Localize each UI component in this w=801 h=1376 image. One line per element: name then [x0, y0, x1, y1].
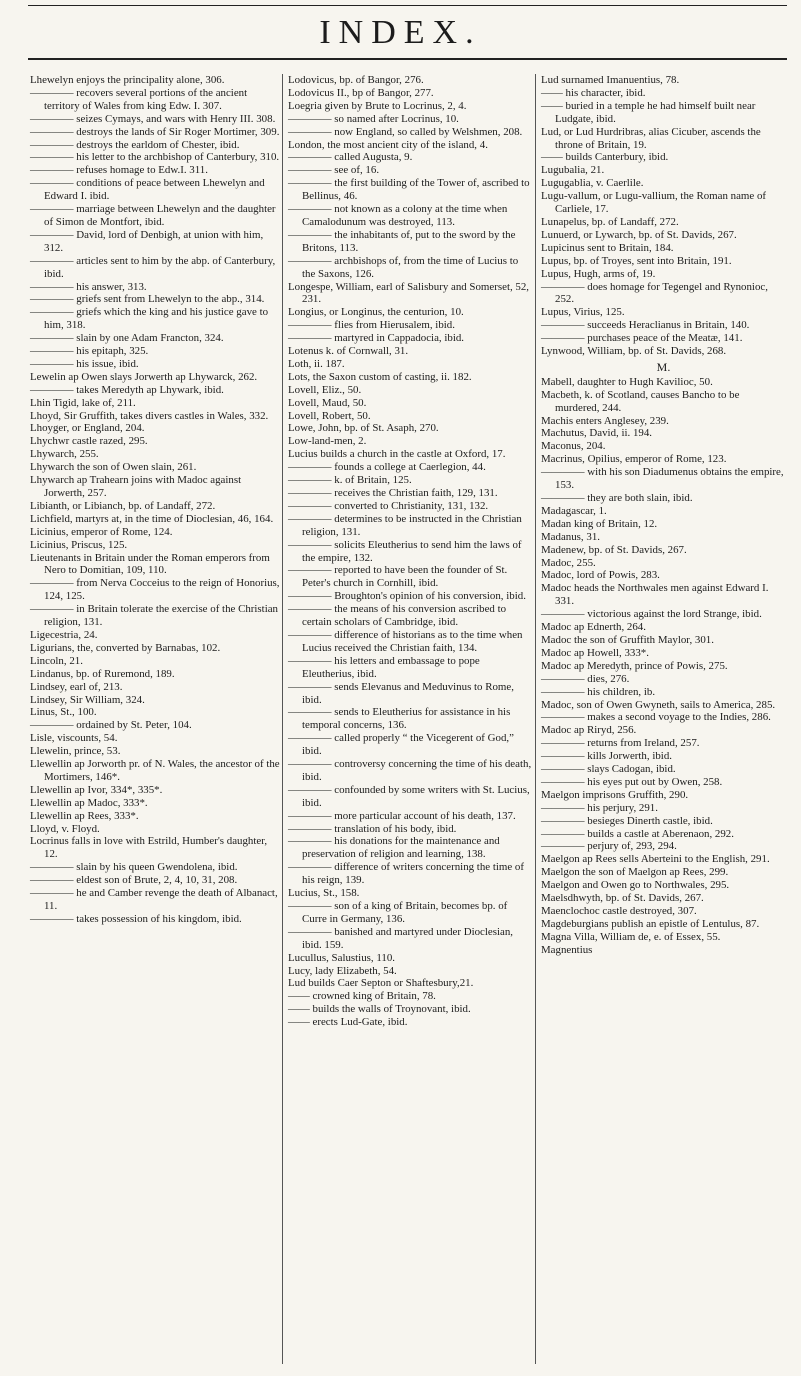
index-entry: ———— controversy concerning the time of his death, ibid. — [288, 758, 532, 783]
index-entry: Lewelin ap Owen slays Jorwerth ap Lhywarck, 262. — [30, 370, 258, 383]
index-entry: Maelgon the son of Maelgon ap Rees, 299. — [541, 866, 729, 879]
index-entry: ———— marriage between Lhewelyn and the daughter of Simon de Montfort, ibid. — [30, 203, 276, 228]
index-entry: Maelgon ap Rees sells Aberteini to the English, 291. — [541, 853, 770, 866]
index-entry: ———— they are both slain, ibid. — [541, 492, 693, 504]
index-entry: Lucullus, Salustius, 110. — [288, 951, 395, 964]
index-column-1 — [30, 74, 280, 926]
index-entry: Machutus, David, ii. 194. — [541, 427, 653, 440]
index-entry: Lugugablia, v. Caerlile. — [541, 177, 644, 190]
index-entry: Llewellin ap Ivor, 334*, 335*. — [30, 783, 163, 796]
index-entry: Magdeburgians publish an epistle of Lentulus, 87. — [541, 917, 760, 930]
column-divider — [282, 74, 283, 1364]
index-entry: Lovell, Maud, 50. — [288, 396, 367, 409]
index-entry: Lhoyd, Sir Gruffith, takes divers castles in Wales, 332. — [30, 409, 269, 422]
index-entry: Lhoyger, or England, 204. — [30, 422, 145, 435]
index-entry: ———— more particular account of his death, 137. — [288, 809, 516, 822]
index-entry: ———— his letters and embassage to pope Eleutherius, ibid. — [288, 654, 480, 680]
index-entry: ———— builds a castle at Aberenaon, 292. — [541, 827, 734, 840]
index-entry: Lud surnamed Imanuentius, 78. — [541, 74, 680, 86]
index-entry: ———— the inhabitants of, put to the sword by the Britons, 113. — [288, 228, 516, 254]
index-entry: Madoc ap Ednerth, 264. — [541, 621, 646, 634]
index-entry: Low-land-men, 2. — [288, 435, 367, 448]
index-entry: ———— seizes Cymays, and wars with Henry III. 308. — [30, 112, 276, 125]
index-entry: Lindsey, earl of, 213. — [30, 680, 123, 693]
index-entry: ———— not known as a colony at the time when Camalodunum was destroyed, 113. — [288, 203, 508, 228]
index-entry: ———— the first building of the Tower of, ascribed to Bellinus, 46. — [288, 177, 530, 203]
index-entry: ———— conditions of peace between Lhewelyn and Edward I. ibid. — [30, 177, 265, 203]
index-entry: ———— recovers several portions of the ancient territory of Wales from king Edw. I. 307. — [30, 86, 248, 112]
index-entry: ———— sends Elevanus and Meduvinus to Rome, ibid. — [288, 680, 514, 706]
index-entry: ———— returns from Ireland, 257. — [541, 737, 700, 750]
index-entry: Lotenus k. of Cornwall, 31. — [288, 345, 409, 358]
index-entry: Lhychwr castle razed, 295. — [30, 435, 148, 448]
index-entry: Magnentius — [541, 943, 593, 956]
index-entry: ———— his letter to the archbishop of Canterbury, 310. — [30, 151, 280, 164]
index-entry: Lloyd, v. Floyd. — [30, 822, 100, 835]
index-entry: ———— eldest son of Brute, 2, 4, 10, 31, 208. — [30, 874, 238, 887]
index-entry: Lucius builds a church in the castle at Oxford, 17. — [288, 448, 506, 461]
index-entry: Lincoln, 21. — [30, 654, 83, 667]
index-entry: Lots, the Saxon custom of casting, ii. 182. — [288, 370, 472, 383]
index-entry: Llewelin, prince, 53. — [30, 745, 121, 758]
index-entry: ———— succeeds Heraclianus in Britain, 140. — [541, 319, 750, 332]
index-entry: Lovell, Eliz., 50. — [288, 383, 362, 396]
index-entry: Licinius, emperor of Rome, 124. — [30, 525, 173, 538]
index-entry: ———— takes Meredyth ap Lhywark, ibid. — [30, 383, 224, 396]
index-entry: ———— solicits Eleutherius to send him the laws of the empire, 132. — [288, 538, 522, 564]
index-entry: ———— David, lord of Denbigh, at union with him, 312. — [30, 228, 264, 254]
index-entry: Llewellin ap Rees, 333*. — [30, 809, 139, 822]
index-entry: Lunuerd, or Lywarch, bp. of St. Davids, 267. — [541, 228, 737, 241]
index-entry: ———— founds a college at Caerlegion, 44. — [288, 461, 486, 474]
index-column-2 — [288, 74, 533, 1029]
index-entry: Madanus, 31. — [541, 530, 600, 543]
index-entry: Macbeth, k. of Scotland, causes Bancho to be murdered, 244. — [541, 388, 740, 414]
index-entry: Lugu-vallum, or Lugu-vallium, the Roman name of Carliele, 17. — [541, 190, 767, 216]
index-entry: ———— difference of historians as to the time when Lucius received the Christian faith, 134. — [288, 628, 523, 654]
index-entry: Madoc, son of Owen Gwyneth, sails to America, 285. — [541, 698, 776, 711]
index-entry: ———— refuses homage to Edw.I. 311. — [30, 164, 208, 177]
index-entry: Lupicinus sent to Britain, 184. — [541, 241, 674, 254]
index-entry: Linus, St., 100. — [30, 706, 97, 719]
index-entry: Lhywarch ap Trahearn joins with Madoc against Jorwerth, 257. — [30, 474, 242, 499]
index-entry: ———— slays Cadogan, ibid. — [541, 763, 676, 776]
index-entry: ———— perjury of, 293, 294. — [541, 840, 677, 853]
index-entry: Lieutenants in Britain under the Roman emperors from Nero to Domitian, 109, 110. — [30, 551, 270, 577]
index-entry: —— erects Lud-Gate, ibid. — [288, 1016, 408, 1029]
index-entry: Lhywarch the son of Owen slain, 261. — [30, 461, 197, 474]
index-entry: ———— called Augusta, 9. — [288, 151, 413, 164]
index-entry: ———— takes possession of his kingdom, ibid. — [30, 912, 242, 925]
index-entry: ———— banished and martyred under Dioclesian, ibid. 159. — [288, 925, 514, 951]
index-entry: ———— determines to be instructed in the Christian religion, 131. — [288, 512, 522, 538]
index-entry: Lodovicus II., bp of Bangor, 277. — [288, 86, 434, 99]
index-entry: Ligurians, the, converted by Barnabas, 102. — [30, 641, 221, 654]
index-entry: Lovell, Robert, 50. — [288, 409, 371, 422]
index-entry: Maelgon imprisons Gruffith, 290. — [541, 788, 689, 801]
index-entry: Maconus, 204. — [541, 440, 606, 453]
index-entry: ———— slain by one Adam Francton, 324. — [30, 332, 224, 345]
index-entry: ———— his answer, 313. — [30, 280, 147, 293]
index-entry: ———— griefs sent from Lhewelyn to the abp., 314. — [30, 293, 265, 306]
index-entry: Madenew, bp. of St. Davids, 267. — [541, 543, 687, 556]
index-entry: ———— griefs which the king and his justice gave to him, 318. — [30, 306, 269, 332]
index-column-3 — [541, 74, 786, 957]
index-entry: Madoc, lord of Powis, 283. — [541, 569, 660, 582]
index-entry: Madan king of Britain, 12. — [541, 517, 658, 530]
index-entry: ———— difference of writers concerning the time of his reign, 139. — [288, 861, 524, 887]
index-entry: Machis enters Anglesey, 239. — [541, 414, 669, 427]
index-entry: Maelgon and Owen go to Northwales, 295. — [541, 879, 730, 892]
index-entry: ———— his eyes put out by Owen, 258. — [541, 775, 723, 788]
index-entry: ———— Broughton's opinion of his conversion, ibid. — [288, 590, 526, 603]
index-entry: Lindsey, Sir William, 324. — [30, 693, 145, 706]
index-entry: ———— called properly “ the Vicegerent of God,” ibid. — [288, 732, 514, 758]
index-entry: Madoc, 255. — [541, 556, 596, 569]
index-entry: Lynwood, William, bp. of St. Davids, 268. — [541, 345, 727, 358]
index-entry: ———— slain by his queen Gwendolena, ibid. — [30, 861, 238, 874]
index-entry: ———— destroys the earldom of Chester, ibid. — [30, 138, 240, 151]
index-entry: ———— see of, 16. — [288, 164, 380, 177]
index-entry: ———— besieges Dinerth castle, ibid. — [541, 814, 713, 827]
index-entry: Madoc the son of Gruffith Maylor, 301. — [541, 633, 714, 646]
index-entry: —— buried in a temple he had himself built near Ludgate, ibid. — [541, 99, 756, 125]
index-entry: ———— purchases peace of the Meatæ, 141. — [541, 332, 743, 345]
index-entry: Lupus, Virius, 125. — [541, 306, 625, 319]
index-entry: Madoc ap Meredyth, prince of Powis, 275. — [541, 659, 728, 672]
index-entry: Lupus, Hugh, arms of, 19. — [541, 267, 656, 280]
index-entry: ———— archbishops of, from the time of Lucius to the Saxons, 126. — [288, 254, 519, 280]
index-entry: Lunapelus, bp. of Landaff, 272. — [541, 215, 679, 228]
index-entry: ———— victorious against the lord Strange, ibid. — [541, 608, 762, 621]
index-entry: Lud, or Lud Hurdribras, alias Cicuber, ascends the throne of Britain, 19. — [541, 125, 761, 151]
index-entry: ———— his issue, ibid. — [30, 357, 139, 370]
index-entry: ———— sends to Eleutherius for assistance in his temporal concerns, 136. — [288, 706, 511, 732]
index-entry: ———— he and Camber revenge the death of Albanact, 11. — [30, 887, 278, 912]
index-entry: Mabell, daughter to Hugh Kavilioc, 50. — [541, 375, 713, 388]
page-title: INDEX. — [319, 14, 482, 51]
index-entry: Loegria given by Brute to Locrinus, 2, 4. — [288, 99, 467, 112]
index-entry: ———— reported to have been the founder of St. Peter's church in Cornhill, ibid. — [288, 564, 508, 590]
index-entry: ———— so named after Locrinus, 10. — [288, 112, 459, 125]
index-entry: Madoc heads the Northwales men against Edward I. 331. — [541, 582, 769, 608]
index-entry: ———— receives the Christian faith, 129, 131. — [288, 487, 498, 499]
index-entry: —— his character, ibid. — [541, 86, 646, 99]
index-entry: Lhin Tigid, lake of, 211. — [30, 396, 136, 409]
index-entry: ———— martyred in Cappadocia, ibid. — [288, 332, 465, 345]
index-entry: ———— dies, 276. — [541, 672, 630, 685]
index-entry: Ligecestria, 24. — [30, 628, 98, 641]
index-entry: —— builds the walls of Troynovant, ibid. — [288, 1003, 471, 1016]
index-entry: Lud builds Caer Septon or Shaftesbury,21. — [288, 977, 474, 990]
index-entry: ———— his children, ib. — [541, 685, 656, 698]
header-top-rule — [28, 5, 787, 6]
index-entry: Llewellin ap Madoc, 333*. — [30, 796, 148, 809]
index-entry: Lupus, bp. of Troyes, sent into Britain, 191. — [541, 254, 732, 267]
index-entry: Libianth, or Libianch, bp. of Landaff, 272. — [30, 499, 216, 512]
index-entry: Macrinus, Opilius, emperor of Rome, 123. — [541, 453, 727, 466]
index-entry: ———— kills Jorwerth, ibid. — [541, 750, 672, 763]
index-entry: ———— the means of his conversion ascribed to certain scholars of Cambridge, ibid. — [288, 603, 507, 629]
index-entry: Longius, or Longinus, the centurion, 10. — [288, 306, 464, 319]
index-entry: Lhywarch, 255. — [30, 448, 99, 461]
index-entry: Lisle, viscounts, 54. — [30, 732, 118, 745]
index-entry: ———— articles sent to him by the abp. of Canterbury, ibid. — [30, 254, 276, 280]
index-entry: ———— his epitaph, 325. — [30, 345, 149, 358]
index-entry: ———— destroys the lands of Sir Roger Mortimer, 309. — [30, 125, 280, 138]
index-entry: Lichfield, martyrs at, in the time of Dioclesian, 46, 164. — [30, 512, 274, 525]
index-entry: Longespe, William, earl of Salisbury and Somerset, 52, 231. — [288, 280, 530, 306]
index-entry: ———— now England, so called by Welshmen, 208. — [288, 125, 523, 138]
section-letter-heading: M. — [656, 359, 671, 374]
index-entry: ———— with his son Diadumenus obtains the empire, 153. — [541, 466, 784, 492]
index-entry: Lucius, St., 158. — [288, 887, 360, 900]
index-entry: ———— from Nerva Cocceius to the reign of Honorius, 124, 125. — [30, 577, 280, 603]
index-entry: Madagascar, 1. — [541, 504, 607, 517]
index-entry: Magna Villa, William de, e. of Essex, 55. — [541, 930, 721, 943]
index-entry: Lowe, John, bp. of St. Asaph, 270. — [288, 422, 439, 435]
index-entry: Madoc ap Riryd, 256. — [541, 724, 637, 737]
index-entry: Lindanus, bp. of Ruremond, 189. — [30, 667, 175, 680]
index-entry: Maelsdhwyth, bp. of St. Davids, 267. — [541, 892, 704, 905]
index-entry: ———— converted to Christianity, 131, 132. — [288, 499, 489, 512]
index-entry: Maenclochoc castle destroyed, 307. — [541, 905, 697, 917]
index-entry: ———— confounded by some writers with St. Lucius, ibid. — [288, 783, 530, 809]
index-entry: ———— k. of Britain, 125. — [288, 474, 412, 487]
index-entry: ———— his donations for the maintenance and preservation of religion and learning, 138. — [288, 835, 500, 861]
index-entry: Madoc ap Howell, 333*. — [541, 646, 649, 659]
index-entry: ———— in Britain tolerate the exercise of the Christian religion, 131. — [30, 603, 278, 629]
index-entry: ———— his perjury, 291. — [541, 801, 658, 814]
index-entry: Lugubalia, 21. — [541, 164, 605, 177]
index-entry: London, the most ancient city of the island, 4. — [288, 138, 488, 151]
index-entry: Lodovicus, bp. of Bangor, 276. — [288, 74, 424, 86]
index-entry: ———— ordained by St. Peter, 104. — [30, 719, 192, 732]
column-divider — [535, 74, 536, 1364]
index-entry: Lhewelyn enjoys the principality alone, 306. — [30, 74, 225, 86]
index-entry: Lucy, lady Elizabeth, 54. — [288, 964, 397, 977]
index-entry: Loth, ii. 187. — [288, 357, 345, 370]
index-entry: —— crowned king of Britain, 78. — [288, 990, 436, 1003]
index-entry: ———— son of a king of Britain, becomes bp. of Curre in Germany, 136. — [288, 900, 508, 925]
index-entry: Licinius, Priscus, 125. — [30, 538, 128, 551]
index-entry: ———— does homage for Tegengel and Rynonioc, 252. — [541, 280, 768, 306]
index-entry: Locrinus falls in love with Estrild, Humber's daughter, 12. — [30, 835, 268, 861]
index-entry: ———— translation of his body, ibid. — [288, 822, 457, 835]
index-entry: ———— flies from Hierusalem, ibid. — [288, 319, 455, 332]
header-bottom-rule — [28, 58, 787, 60]
index-entry: ———— makes a second voyage to the Indies, 286. — [541, 711, 771, 724]
index-entry: Llewellin ap Jorworth pr. of N. Wales, the ancestor of the Mortimers, 146*. — [30, 758, 280, 783]
index-entry: —— builds Canterbury, ibid. — [541, 151, 669, 164]
